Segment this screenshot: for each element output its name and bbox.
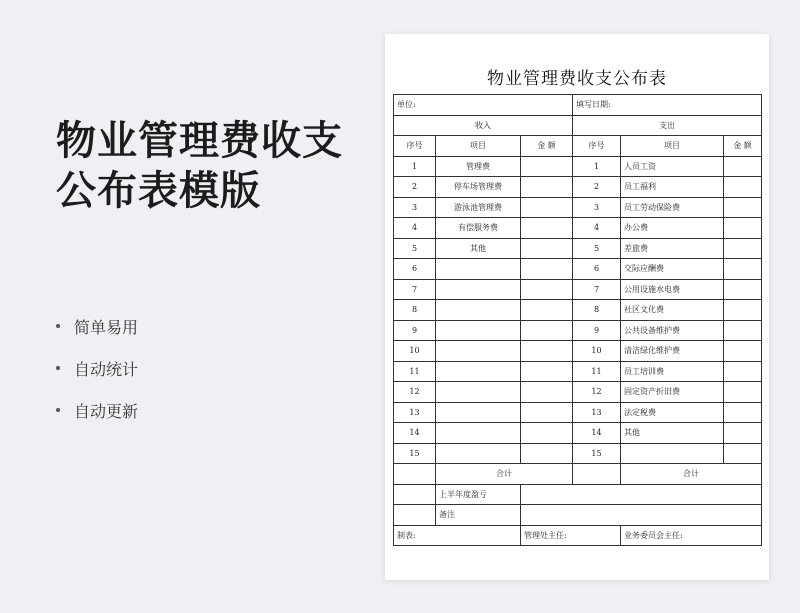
footer-row: [394, 525, 762, 546]
income-amount-cell: [521, 423, 573, 444]
expense-amount-cell: [724, 320, 762, 341]
income-item-cell: [436, 402, 521, 423]
header-info-row: [394, 95, 762, 116]
expense-header: 支出: [573, 115, 762, 136]
expense-item-cell: 差旅费: [621, 238, 724, 259]
income-seq-cell: 5: [394, 238, 436, 259]
expense-item-cell: 固定资产折旧费: [621, 382, 724, 403]
income-item-cell: 其他: [436, 238, 521, 259]
table-row: [394, 320, 762, 341]
expense-amount-cell: [724, 218, 762, 239]
expense-amount-cell: [724, 259, 762, 280]
remark-row: [394, 505, 762, 526]
income-amount-cell: [521, 156, 573, 177]
income-seq-cell: 6: [394, 259, 436, 280]
table-row: [394, 300, 762, 321]
bullet-dot-icon: [56, 408, 60, 412]
feature-item: [56, 312, 138, 340]
expense-seq-cell: 2: [573, 177, 621, 198]
expense-item-cell: 公共设备维护费: [621, 320, 724, 341]
table-row: [394, 382, 762, 403]
expense-seq-cell: 14: [573, 423, 621, 444]
table-row: [394, 197, 762, 218]
feature-item: [56, 354, 138, 382]
income-item-cell: 停车场管理费: [436, 177, 521, 198]
expense-amount-cell: [724, 156, 762, 177]
table-row: [394, 238, 762, 259]
half-year-value: [521, 484, 762, 505]
income-item-cell: [436, 279, 521, 300]
expense-seq-cell: 13: [573, 402, 621, 423]
expense-item-cell: 办公费: [621, 218, 724, 239]
expense-item-cell: [621, 443, 724, 464]
income-amount-cell: [521, 259, 573, 280]
table-row: [394, 177, 762, 198]
income-seq-cell: 3: [394, 197, 436, 218]
income-seq-cell: 13: [394, 402, 436, 423]
expense-item-cell: 员工劳动保险费: [621, 197, 724, 218]
feature-label: 自动统计: [74, 359, 139, 379]
expense-item-cell: 其他: [621, 423, 724, 444]
income-amount-cell: [521, 177, 573, 198]
income-item-cell: [436, 259, 521, 280]
expense-seq-cell: 4: [573, 218, 621, 239]
expense-seq-cell: 3: [573, 197, 621, 218]
expense-seq-cell: 9: [573, 320, 621, 341]
table-row: [394, 259, 762, 280]
income-amount-cell: [521, 443, 573, 464]
income-amount-cell: [521, 218, 573, 239]
bullet-dot-icon: [56, 366, 60, 370]
table-row: [394, 423, 762, 444]
income-item-header: 项目: [436, 136, 521, 157]
income-seq-cell: 11: [394, 361, 436, 382]
table-row: [394, 443, 762, 464]
expense-amount-cell: [724, 402, 762, 423]
expense-total-label: 合计: [621, 464, 762, 485]
expense-seq-cell: 1: [573, 156, 621, 177]
expense-amount-header: 金 额: [724, 136, 762, 157]
feature-item: [56, 396, 138, 424]
income-amount-header: 金 额: [521, 136, 573, 157]
expense-seq-cell: 15: [573, 443, 621, 464]
expense-amount-cell: [724, 197, 762, 218]
income-amount-cell: [521, 402, 573, 423]
promo-title-line-2: 公布表模版: [56, 168, 261, 214]
income-total-label: 合计: [436, 464, 573, 485]
table-row: [394, 341, 762, 362]
expense-seq-cell: 8: [573, 300, 621, 321]
unit-label: 单位:: [394, 95, 573, 116]
income-amount-cell: [521, 238, 573, 259]
promo-title: [56, 116, 343, 216]
total-row: [394, 464, 762, 485]
income-seq-cell: 8: [394, 300, 436, 321]
expense-amount-cell: [724, 279, 762, 300]
expense-amount-cell: [724, 443, 762, 464]
income-amount-cell: [521, 320, 573, 341]
expense-amount-cell: [724, 177, 762, 198]
expense-item-cell: 人员工资: [621, 156, 724, 177]
expense-amount-cell: [724, 300, 762, 321]
bullet-dot-icon: [56, 324, 60, 328]
expense-amount-cell: [724, 341, 762, 362]
income-seq-cell: 2: [394, 177, 436, 198]
document-preview: [385, 34, 769, 580]
column-header-row: [394, 136, 762, 157]
income-seq-cell: 4: [394, 218, 436, 239]
date-label: 填写日期:: [573, 95, 762, 116]
expense-seq-cell: 7: [573, 279, 621, 300]
feature-list: [56, 312, 138, 438]
committee-label: 业务委员会主任:: [621, 525, 762, 546]
income-item-cell: [436, 361, 521, 382]
expense-item-cell: 员工培训费: [621, 361, 724, 382]
expense-item-cell: 清洁绿化维护费: [621, 341, 724, 362]
manager-label: 管理处主任:: [521, 525, 621, 546]
expense-item-cell: 法定税费: [621, 402, 724, 423]
income-item-cell: [436, 382, 521, 403]
income-seq-cell: 7: [394, 279, 436, 300]
finance-table: [393, 94, 762, 546]
income-seq-header: 序号: [394, 136, 436, 157]
feature-label: 简单易用: [74, 317, 139, 337]
income-seq-cell: 9: [394, 320, 436, 341]
expense-seq-cell: 5: [573, 238, 621, 259]
income-seq-cell: 12: [394, 382, 436, 403]
income-amount-cell: [521, 382, 573, 403]
income-item-cell: [436, 341, 521, 362]
remark-label: 备注: [436, 505, 521, 526]
expense-amount-cell: [724, 382, 762, 403]
section-header-row: [394, 115, 762, 136]
income-amount-cell: [521, 341, 573, 362]
expense-seq-cell: 10: [573, 341, 621, 362]
table-row: [394, 156, 762, 177]
table-row: [394, 361, 762, 382]
income-seq-cell: 14: [394, 423, 436, 444]
income-amount-cell: [521, 279, 573, 300]
table-row: [394, 279, 762, 300]
table-row: [394, 218, 762, 239]
half-year-label: 上半年度盈亏: [436, 484, 521, 505]
expense-item-cell: 公用设施水电费: [621, 279, 724, 300]
income-item-cell: 管理费: [436, 156, 521, 177]
income-seq-cell: 15: [394, 443, 436, 464]
income-amount-cell: [521, 361, 573, 382]
expense-amount-cell: [724, 238, 762, 259]
remark-value: [521, 505, 762, 526]
income-seq-cell: 1: [394, 156, 436, 177]
income-item-cell: [436, 320, 521, 341]
income-item-cell: [436, 443, 521, 464]
income-header: 收入: [394, 115, 573, 136]
document-title: 物业管理费收支公布表: [487, 69, 667, 89]
income-item-cell: 游泳池管理费: [436, 197, 521, 218]
expense-seq-cell: 11: [573, 361, 621, 382]
income-item-cell: [436, 300, 521, 321]
income-item-cell: [436, 423, 521, 444]
expense-amount-cell: [724, 361, 762, 382]
income-item-cell: 有偿服务费: [436, 218, 521, 239]
expense-seq-cell: 6: [573, 259, 621, 280]
income-seq-cell: 10: [394, 341, 436, 362]
expense-amount-cell: [724, 423, 762, 444]
feature-label: 自动更新: [74, 401, 139, 421]
expense-item-cell: 社区文化费: [621, 300, 724, 321]
expense-item-header: 项目: [621, 136, 724, 157]
expense-item-cell: 交际应酬费: [621, 259, 724, 280]
half-year-row: [394, 484, 762, 505]
income-amount-cell: [521, 300, 573, 321]
income-amount-cell: [521, 197, 573, 218]
table-row: [394, 402, 762, 423]
expense-seq-cell: 12: [573, 382, 621, 403]
expense-item-cell: 员工福利: [621, 177, 724, 198]
expense-seq-header: 序号: [573, 136, 621, 157]
maker-label: 制表:: [394, 525, 521, 546]
promo-title-line-1: 物业管理费收支: [56, 118, 343, 164]
